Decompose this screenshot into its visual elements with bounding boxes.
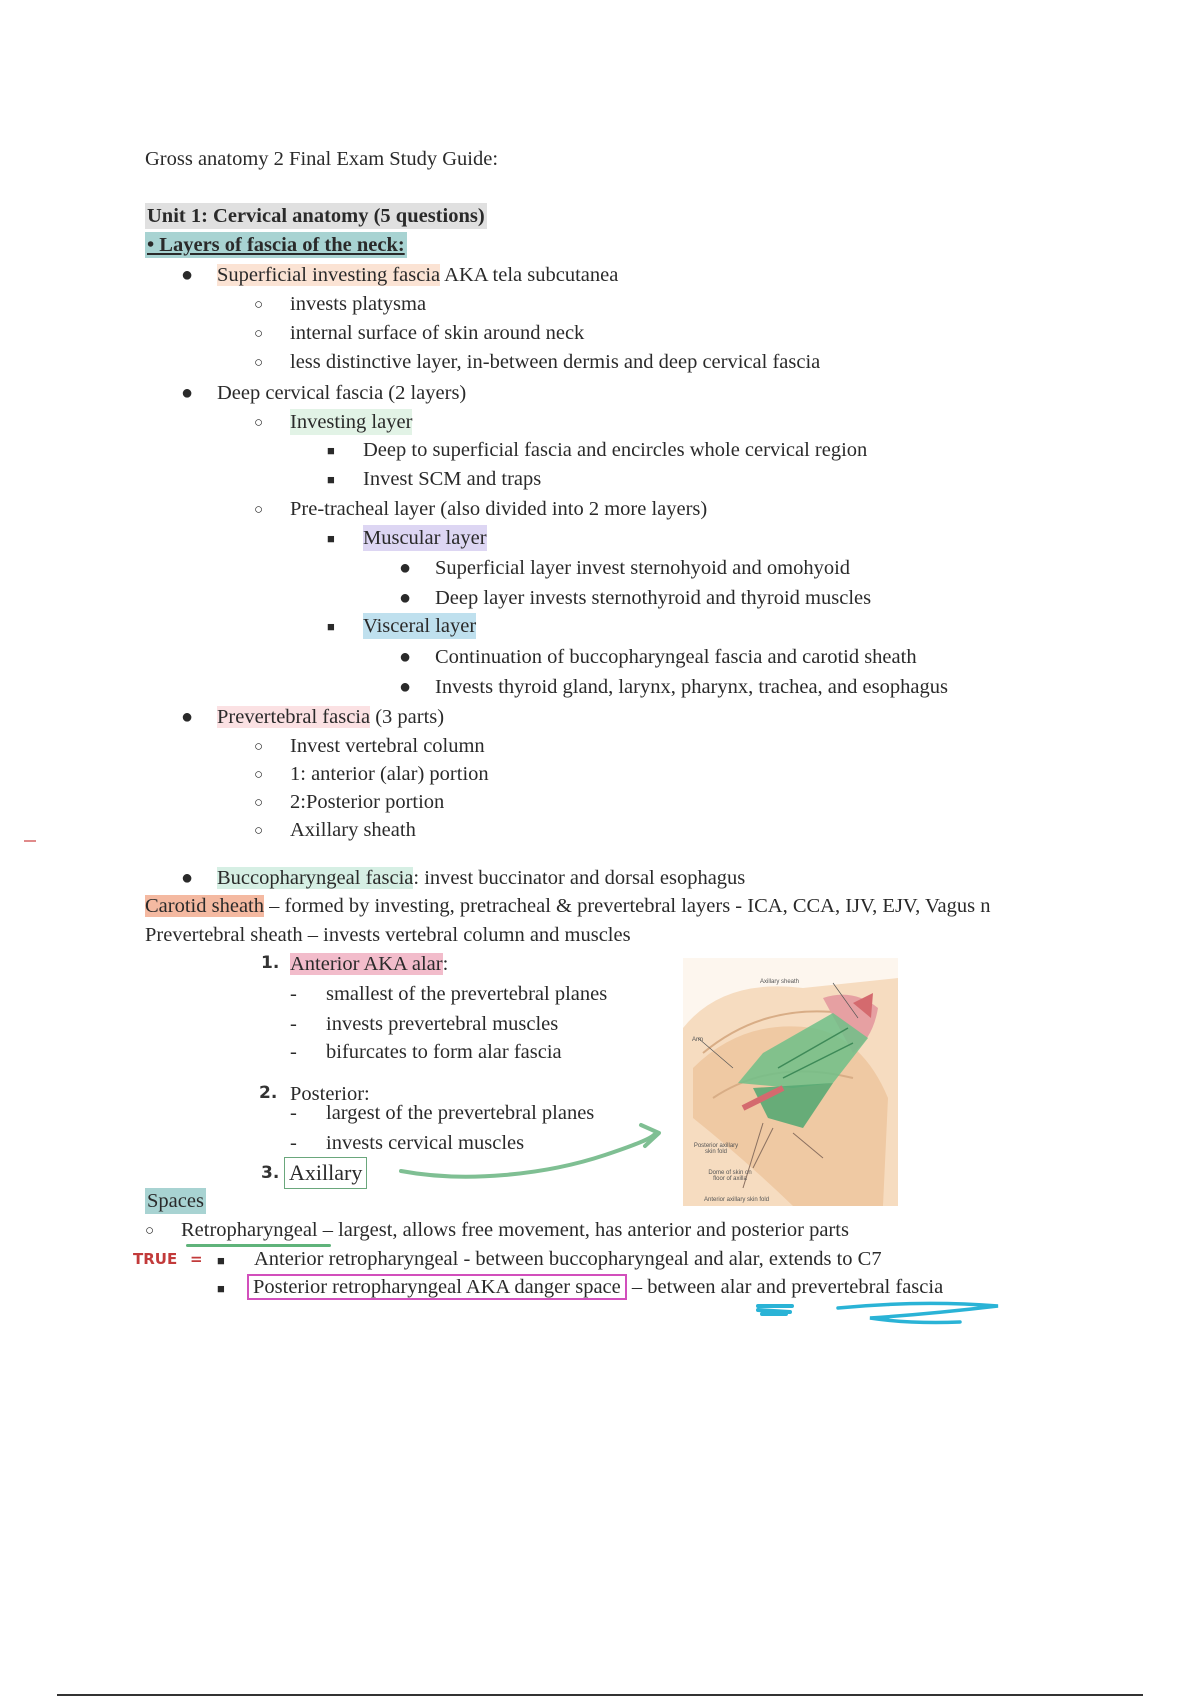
carotid-label: Carotid sheath	[145, 895, 264, 917]
circle-bullet-icon: ○	[254, 767, 264, 783]
square-bullet-icon: ■	[217, 1281, 225, 1296]
bucco-label: Buccopharyngeal fascia	[217, 867, 414, 889]
green-underline	[186, 1244, 331, 1247]
list-item: Deep to superficial fascia and encircles whole cervical region	[363, 439, 868, 461]
anterior-retro-line	[254, 1246, 882, 1272]
circle-bullet-icon: ○	[254, 415, 264, 431]
anterior-colon: :	[442, 953, 449, 975]
layers-heading: • Layers of fascia of the neck:	[147, 234, 405, 256]
circle-bullet-icon: ○	[254, 326, 264, 342]
part-number: 3.	[261, 1163, 280, 1183]
list-item: largest of the prevertebral planes	[326, 1102, 595, 1124]
posterior-retro-line	[247, 1274, 943, 1300]
true-annotation: TRUE	[133, 1250, 178, 1268]
figure-label: Arm	[692, 1037, 703, 1043]
prevertebral-label: Prevertebral fascia	[217, 706, 371, 728]
dash-icon: -	[290, 1013, 297, 1035]
list-item: invests platysma	[290, 293, 427, 315]
figure-label: Dome of skin on floor of axilla	[708, 1170, 752, 1182]
bucco-rest: : invest buccinator and dorsal esophagus	[413, 867, 746, 889]
prevertebral-sheath-line: Prevertebral sheath – invests vertebral column and muscles	[145, 924, 631, 946]
dash-icon: -	[290, 1041, 297, 1063]
circle-bullet-icon: ○	[254, 739, 264, 755]
page-title: Gross anatomy 2 Final Exam Study Guide:	[145, 148, 499, 170]
danger-space-box: Posterior retropharyngeal AKA danger space	[247, 1274, 627, 1300]
list-item	[217, 704, 444, 730]
superficial-rest: AKA tela subcutanea	[440, 264, 619, 286]
posterior-label: Posterior:	[290, 1083, 370, 1105]
circle-bullet-icon: ○	[254, 823, 264, 839]
bullet-icon: ●	[399, 646, 412, 668]
muscular-label: Muscular layer	[363, 527, 487, 549]
bullet-icon: ●	[399, 587, 412, 609]
visceral-label: Visceral layer	[363, 615, 477, 637]
square-bullet-icon: ■	[327, 472, 335, 487]
list-item: Invests thyroid gland, larynx, pharynx, trachea, and esophagus	[435, 676, 948, 698]
list-item: less distinctive layer, in-between dermis and deep cervical fascia	[290, 351, 821, 373]
page-divider	[57, 1694, 1143, 1696]
circle-bullet-icon: ○	[145, 1223, 155, 1239]
anterior-line	[290, 951, 448, 977]
scribble-mark	[750, 1298, 1010, 1334]
margin-mark	[24, 840, 36, 842]
pretracheal-label: Pre-tracheal layer (also divided into 2 more layers)	[290, 498, 708, 520]
list-item: Superficial layer invest sternohyoid and omohyoid	[435, 557, 851, 579]
list-item: Continuation of buccopharyngeal fascia and carotid sheath	[435, 646, 917, 668]
list-item: Invest SCM and traps	[363, 468, 542, 490]
equals-annotation: =	[190, 1250, 203, 1268]
spaces-heading: Spaces	[147, 1190, 204, 1212]
circle-bullet-icon: ○	[254, 795, 264, 811]
list-item: 2:Posterior portion	[290, 791, 445, 813]
square-bullet-icon: ■	[327, 619, 335, 634]
anterior-label: Anterior AKA alar	[290, 953, 443, 975]
arrow-icon	[395, 1115, 670, 1185]
square-bullet-icon: ■	[327, 443, 335, 458]
bullet-icon: ●	[181, 706, 194, 728]
posterior-retro-rest: – between alar and prevertebral fascia	[626, 1276, 944, 1298]
bullet-icon: ●	[181, 382, 194, 404]
superficial-label: Superficial investing fascia	[217, 264, 441, 286]
dash-icon: -	[290, 1102, 297, 1124]
figure-label: Anterior axillary skin fold	[704, 1197, 770, 1203]
list-item: Invest vertebral column	[290, 735, 485, 757]
anterior-retro-rest: retropharyngeal - between buccopharyngeal and alar, extends to C7	[323, 1248, 882, 1270]
bullet-icon: ●	[399, 676, 412, 698]
circle-bullet-icon: ○	[254, 297, 264, 313]
bullet-icon: ●	[181, 264, 194, 286]
circle-bullet-icon: ○	[254, 355, 264, 371]
investing-label: Investing layer	[290, 411, 413, 433]
carotid-line	[145, 893, 990, 919]
anterior-retro-prefix: Anterior	[254, 1248, 324, 1270]
list-item	[217, 262, 618, 288]
figure-label: Axillary sheath	[760, 979, 800, 985]
list-item: Axillary sheath	[290, 819, 416, 841]
list-item: internal surface of skin around neck	[290, 322, 585, 344]
unit-heading: Unit 1: Cervical anatomy (5 questions)	[147, 205, 485, 227]
figure-label: Posterior axillary skin fold	[693, 1143, 739, 1155]
anatomy-figure	[683, 958, 898, 1206]
bullet-icon: ●	[181, 867, 194, 889]
prevertebral-rest: (3 parts)	[370, 706, 445, 728]
list-item: 1: anterior (alar) portion	[290, 763, 489, 785]
square-bullet-icon: ■	[217, 1253, 225, 1268]
list-item: invests cervical muscles	[326, 1132, 525, 1154]
axillary-label: Axillary	[284, 1157, 367, 1189]
circle-bullet-icon: ○	[254, 502, 264, 518]
list-item	[217, 865, 745, 891]
part-number: 2.	[259, 1083, 278, 1103]
list-item: bifurcates to form alar fascia	[326, 1041, 562, 1063]
deep-label: Deep cervical fascia (2 layers)	[217, 382, 467, 404]
part-number: 1.	[261, 953, 280, 973]
square-bullet-icon: ■	[327, 531, 335, 546]
bullet-icon: ●	[399, 557, 412, 579]
dash-icon: -	[290, 983, 297, 1005]
list-item: invests prevertebral muscles	[326, 1013, 559, 1035]
list-item: smallest of the prevertebral planes	[326, 983, 608, 1005]
dash-icon: -	[290, 1132, 297, 1154]
list-item: Deep layer invests sternothyroid and thyroid muscles	[435, 587, 872, 609]
retro-line: Retropharyngeal – largest, allows free movement, has anterior and posterior parts	[181, 1219, 849, 1241]
carotid-rest: – formed by investing, pretracheal & prevertebral layers - ICA, CCA, IJV, EJV, Vagus n	[264, 895, 991, 917]
